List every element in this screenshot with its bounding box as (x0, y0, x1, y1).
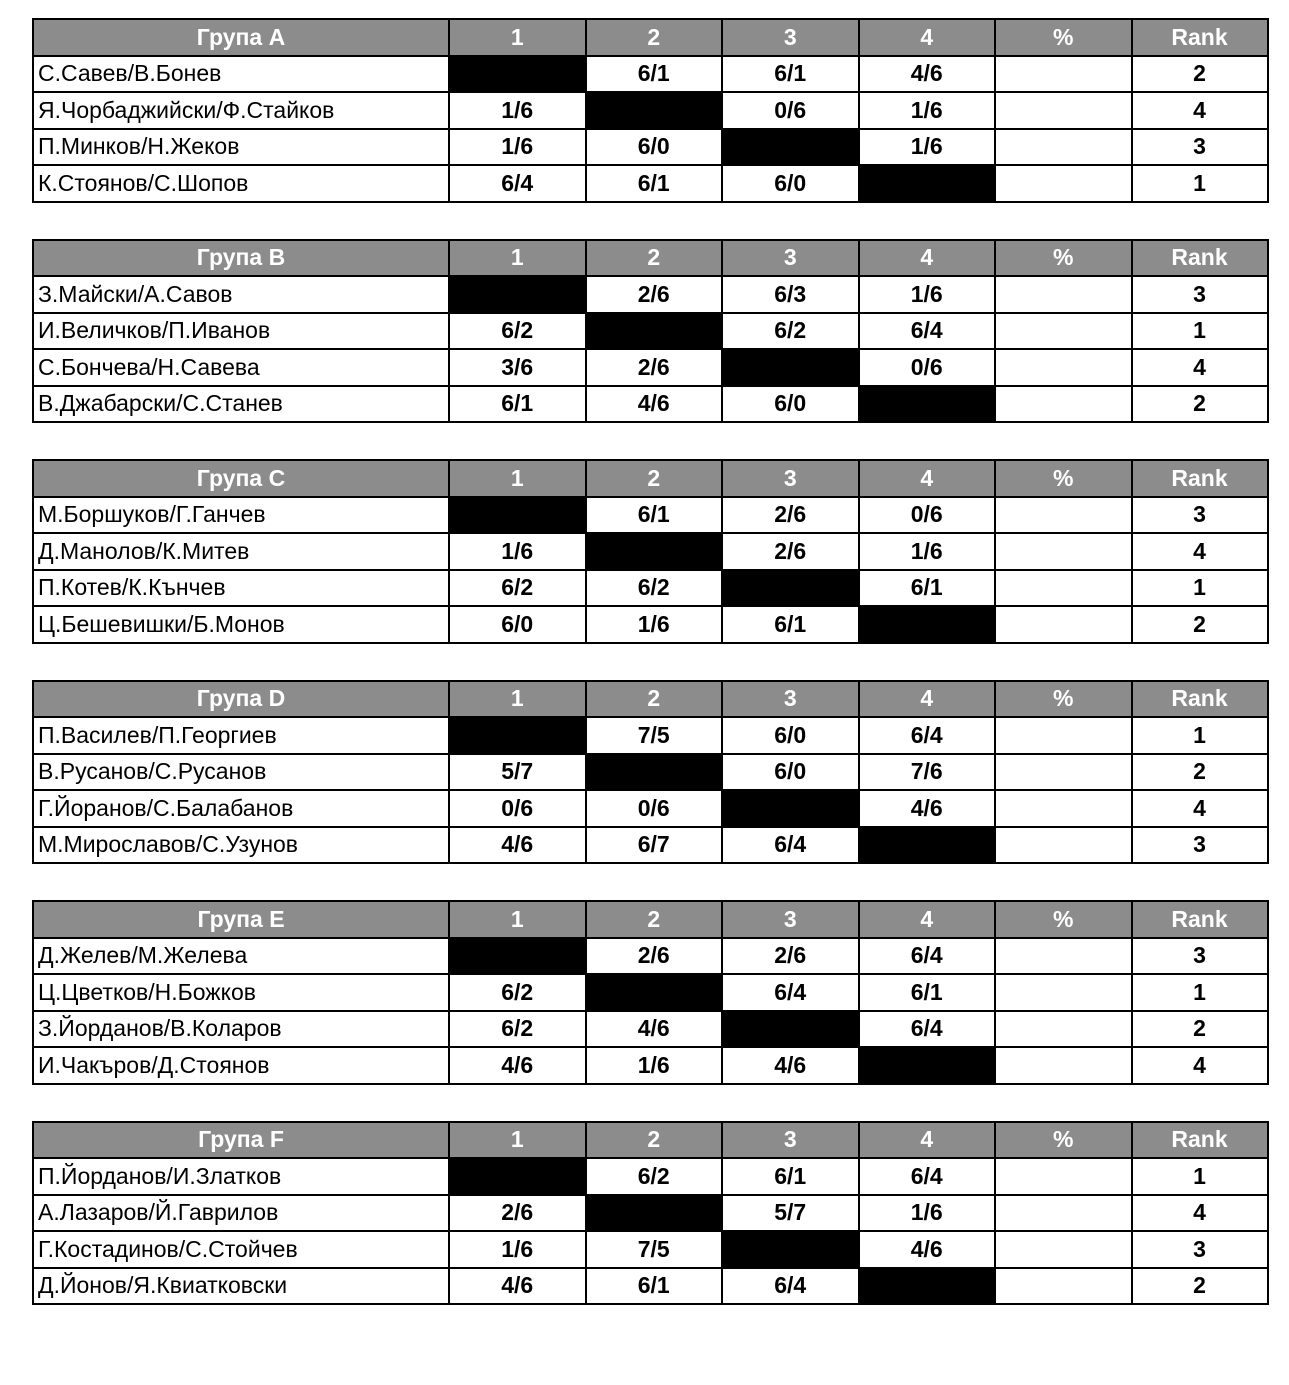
score-cell: 2/6 (722, 497, 859, 534)
score-cell: 4/6 (722, 1047, 859, 1084)
column-header-opponent: 3 (722, 240, 859, 277)
score-cell: 2/6 (722, 533, 859, 570)
percent-cell (995, 165, 1132, 202)
score-cell: 6/2 (722, 313, 859, 350)
score-cell: 4/6 (449, 1047, 586, 1084)
rank-cell: 1 (1132, 313, 1268, 350)
score-cell: 1/6 (859, 276, 996, 313)
table-row (33, 533, 1268, 570)
self-match-cell (586, 1195, 723, 1232)
column-header-opponent: 3 (722, 681, 859, 718)
player-pair-name: Г.Костадинов/С.Стойчев (33, 1231, 449, 1268)
score-cell: 2/6 (586, 938, 723, 975)
score-cell: 1/6 (586, 606, 723, 643)
self-match-cell (859, 1268, 996, 1305)
player-pair-name: Ц.Цветков/Н.Божков (33, 974, 449, 1011)
table-row (33, 938, 1268, 975)
group-header-row (33, 460, 1268, 497)
player-pair-name: М.Мирославов/С.Узунов (33, 827, 449, 864)
score-cell: 0/6 (722, 92, 859, 129)
score-cell: 6/1 (449, 386, 586, 423)
group-header-row (33, 901, 1268, 938)
column-header-rank: Rank (1132, 240, 1268, 277)
rank-cell: 2 (1132, 386, 1268, 423)
self-match-cell (586, 313, 723, 350)
table-row (33, 1195, 1268, 1232)
player-pair-name: П.Йорданов/И.Златков (33, 1158, 449, 1195)
score-cell: 4/6 (859, 56, 996, 93)
score-cell: 0/6 (586, 790, 723, 827)
column-header-opponent: 2 (586, 681, 723, 718)
score-cell: 1/6 (586, 1047, 723, 1084)
player-pair-name: Д.Йонов/Я.Квиатковски (33, 1268, 449, 1305)
group-title: Група А (33, 19, 449, 56)
rank-cell: 1 (1132, 165, 1268, 202)
score-cell: 6/1 (722, 56, 859, 93)
rank-cell: 3 (1132, 1231, 1268, 1268)
percent-cell (995, 1158, 1132, 1195)
score-cell: 1/6 (859, 1195, 996, 1232)
percent-cell (995, 790, 1132, 827)
score-cell: 2/6 (586, 349, 723, 386)
percent-cell (995, 1047, 1132, 1084)
group-table (32, 239, 1269, 424)
rank-cell: 3 (1132, 276, 1268, 313)
score-cell: 6/4 (722, 1268, 859, 1305)
rank-cell: 3 (1132, 497, 1268, 534)
group-title: Група B (33, 240, 449, 277)
column-header-opponent: 2 (586, 19, 723, 56)
score-cell: 2/6 (722, 938, 859, 975)
score-cell: 6/1 (586, 1268, 723, 1305)
table-row (33, 497, 1268, 534)
player-pair-name: Я.Чорбаджийски/Ф.Стайков (33, 92, 449, 129)
rank-cell: 1 (1132, 717, 1268, 754)
score-cell: 7/5 (586, 1231, 723, 1268)
column-header-percent: % (995, 460, 1132, 497)
group-header-row (33, 19, 1268, 56)
score-cell: 6/2 (449, 1011, 586, 1048)
self-match-cell (449, 276, 586, 313)
column-header-opponent: 3 (722, 460, 859, 497)
table-row (33, 1011, 1268, 1048)
score-cell: 6/4 (722, 974, 859, 1011)
score-cell: 6/4 (722, 827, 859, 864)
percent-cell (995, 313, 1132, 350)
self-match-cell (722, 349, 859, 386)
percent-cell (995, 129, 1132, 166)
score-cell: 5/7 (722, 1195, 859, 1232)
table-row (33, 827, 1268, 864)
group-header-row (33, 681, 1268, 718)
player-pair-name: И.Величков/П.Иванов (33, 313, 449, 350)
table-row (33, 386, 1268, 423)
score-cell: 1/6 (449, 129, 586, 166)
table-row (33, 349, 1268, 386)
score-cell: 4/6 (859, 1231, 996, 1268)
player-pair-name: Г.Йоранов/С.Балабанов (33, 790, 449, 827)
column-header-opponent: 4 (859, 240, 996, 277)
group-table (32, 1121, 1269, 1306)
player-pair-name: В.Джабарски/С.Станев (33, 386, 449, 423)
rank-cell: 4 (1132, 349, 1268, 386)
score-cell: 1/6 (859, 92, 996, 129)
player-pair-name: П.Минков/Н.Жеков (33, 129, 449, 166)
group-title: Група C (33, 460, 449, 497)
score-cell: 6/2 (586, 1158, 723, 1195)
table-row (33, 1047, 1268, 1084)
percent-cell (995, 938, 1132, 975)
percent-cell (995, 717, 1132, 754)
self-match-cell (449, 938, 586, 975)
score-cell: 6/1 (586, 56, 723, 93)
column-header-opponent: 1 (449, 460, 586, 497)
score-cell: 4/6 (586, 386, 723, 423)
percent-cell (995, 1268, 1132, 1305)
percent-cell (995, 276, 1132, 313)
percent-cell (995, 1195, 1132, 1232)
score-cell: 6/1 (859, 570, 996, 607)
self-match-cell (859, 606, 996, 643)
rank-cell: 3 (1132, 938, 1268, 975)
rank-cell: 3 (1132, 129, 1268, 166)
score-cell: 6/4 (859, 313, 996, 350)
group-title: Група F (33, 1122, 449, 1159)
score-cell: 6/4 (859, 1011, 996, 1048)
column-header-opponent: 4 (859, 1122, 996, 1159)
table-row (33, 92, 1268, 129)
score-cell: 2/6 (586, 276, 723, 313)
percent-cell (995, 754, 1132, 791)
rank-cell: 3 (1132, 827, 1268, 864)
percent-cell (995, 533, 1132, 570)
score-cell: 6/1 (722, 606, 859, 643)
table-row (33, 56, 1268, 93)
score-cell: 6/2 (449, 313, 586, 350)
score-cell: 6/2 (449, 974, 586, 1011)
table-row (33, 165, 1268, 202)
player-pair-name: В.Русанов/С.Русанов (33, 754, 449, 791)
column-header-opponent: 1 (449, 240, 586, 277)
player-pair-name: З.Йорданов/В.Коларов (33, 1011, 449, 1048)
score-cell: 6/4 (859, 1158, 996, 1195)
score-cell: 6/1 (586, 497, 723, 534)
group-header-row (33, 1122, 1268, 1159)
column-header-percent: % (995, 681, 1132, 718)
score-cell: 3/6 (449, 349, 586, 386)
score-cell: 1/6 (859, 533, 996, 570)
player-pair-name: П.Василев/П.Георгиев (33, 717, 449, 754)
column-header-opponent: 3 (722, 901, 859, 938)
column-header-opponent: 1 (449, 19, 586, 56)
column-header-opponent: 4 (859, 19, 996, 56)
column-header-opponent: 3 (722, 19, 859, 56)
score-cell: 6/2 (449, 570, 586, 607)
rank-cell: 4 (1132, 1047, 1268, 1084)
rank-cell: 2 (1132, 754, 1268, 791)
column-header-opponent: 2 (586, 901, 723, 938)
rank-cell: 4 (1132, 1195, 1268, 1232)
percent-cell (995, 56, 1132, 93)
player-pair-name: Д.Манолов/К.Митев (33, 533, 449, 570)
score-cell: 6/0 (586, 129, 723, 166)
column-header-opponent: 1 (449, 1122, 586, 1159)
player-pair-name: Д.Желев/М.Желева (33, 938, 449, 975)
rank-cell: 2 (1132, 606, 1268, 643)
table-row (33, 754, 1268, 791)
table-row (33, 313, 1268, 350)
player-pair-name: Ц.Бешевишки/Б.Монов (33, 606, 449, 643)
player-pair-name: А.Лазаров/Й.Гаврилов (33, 1195, 449, 1232)
self-match-cell (859, 1047, 996, 1084)
self-match-cell (586, 974, 723, 1011)
self-match-cell (586, 92, 723, 129)
score-cell: 5/7 (449, 754, 586, 791)
score-cell: 6/1 (859, 974, 996, 1011)
column-header-rank: Rank (1132, 901, 1268, 938)
rank-cell: 4 (1132, 533, 1268, 570)
self-match-cell (722, 1231, 859, 1268)
column-header-percent: % (995, 19, 1132, 56)
group-tables (32, 18, 1268, 1341)
score-cell: 0/6 (859, 349, 996, 386)
table-row (33, 1158, 1268, 1195)
score-cell: 4/6 (586, 1011, 723, 1048)
rank-cell: 1 (1132, 974, 1268, 1011)
score-cell: 6/1 (586, 165, 723, 202)
score-cell: 0/6 (449, 790, 586, 827)
table-row (33, 974, 1268, 1011)
percent-cell (995, 974, 1132, 1011)
score-cell: 4/6 (449, 827, 586, 864)
player-pair-name: С.Бончева/Н.Савева (33, 349, 449, 386)
rank-cell: 4 (1132, 92, 1268, 129)
score-cell: 4/6 (859, 790, 996, 827)
percent-cell (995, 92, 1132, 129)
score-cell: 6/2 (586, 570, 723, 607)
group-table (32, 680, 1269, 865)
column-header-opponent: 4 (859, 901, 996, 938)
column-header-opponent: 2 (586, 240, 723, 277)
rank-cell: 2 (1132, 1268, 1268, 1305)
group-title: Група D (33, 681, 449, 718)
score-cell: 1/6 (859, 129, 996, 166)
column-header-rank: Rank (1132, 681, 1268, 718)
self-match-cell (586, 533, 723, 570)
score-cell: 6/0 (449, 606, 586, 643)
score-cell: 6/0 (722, 754, 859, 791)
player-pair-name: К.Стоянов/С.Шопов (33, 165, 449, 202)
column-header-percent: % (995, 901, 1132, 938)
column-header-opponent: 4 (859, 460, 996, 497)
table-row (33, 717, 1268, 754)
column-header-rank: Rank (1132, 1122, 1268, 1159)
group-table (32, 900, 1269, 1085)
self-match-cell (722, 790, 859, 827)
table-row (33, 570, 1268, 607)
score-cell: 6/0 (722, 386, 859, 423)
player-pair-name: С.Савев/В.Бонев (33, 56, 449, 93)
self-match-cell (449, 1158, 586, 1195)
table-row (33, 1268, 1268, 1305)
score-cell: 6/3 (722, 276, 859, 313)
self-match-cell (586, 754, 723, 791)
column-header-rank: Rank (1132, 19, 1268, 56)
player-pair-name: З.Майски/А.Савов (33, 276, 449, 313)
table-row (33, 790, 1268, 827)
column-header-opponent: 2 (586, 1122, 723, 1159)
score-cell: 6/7 (586, 827, 723, 864)
column-header-percent: % (995, 1122, 1132, 1159)
self-match-cell (722, 570, 859, 607)
table-row (33, 606, 1268, 643)
percent-cell (995, 827, 1132, 864)
self-match-cell (449, 717, 586, 754)
score-cell: 1/6 (449, 533, 586, 570)
rank-cell: 1 (1132, 570, 1268, 607)
percent-cell (995, 1231, 1132, 1268)
column-header-percent: % (995, 240, 1132, 277)
score-cell: 7/6 (859, 754, 996, 791)
player-pair-name: П.Котев/К.Кънчев (33, 570, 449, 607)
percent-cell (995, 497, 1132, 534)
table-row (33, 1231, 1268, 1268)
score-cell: 7/5 (586, 717, 723, 754)
column-header-opponent: 1 (449, 901, 586, 938)
percent-cell (995, 349, 1132, 386)
player-pair-name: И.Чакъров/Д.Стоянов (33, 1047, 449, 1084)
self-match-cell (859, 827, 996, 864)
rank-cell: 2 (1132, 1011, 1268, 1048)
score-cell: 1/6 (449, 1231, 586, 1268)
score-cell: 6/0 (722, 717, 859, 754)
player-pair-name: М.Боршуков/Г.Ганчев (33, 497, 449, 534)
rank-cell: 1 (1132, 1158, 1268, 1195)
percent-cell (995, 1011, 1132, 1048)
group-table (32, 18, 1269, 203)
score-cell: 0/6 (859, 497, 996, 534)
self-match-cell (859, 386, 996, 423)
group-table (32, 459, 1269, 644)
percent-cell (995, 570, 1132, 607)
group-title: Група E (33, 901, 449, 938)
column-header-opponent: 4 (859, 681, 996, 718)
column-header-opponent: 1 (449, 681, 586, 718)
group-header-row (33, 240, 1268, 277)
self-match-cell (449, 56, 586, 93)
table-row (33, 129, 1268, 166)
self-match-cell (859, 165, 996, 202)
score-cell: 2/6 (449, 1195, 586, 1232)
self-match-cell (722, 1011, 859, 1048)
score-cell: 4/6 (449, 1268, 586, 1305)
self-match-cell (722, 129, 859, 166)
table-row (33, 276, 1268, 313)
score-cell: 6/1 (722, 1158, 859, 1195)
percent-cell (995, 386, 1132, 423)
score-cell: 6/0 (722, 165, 859, 202)
column-header-opponent: 2 (586, 460, 723, 497)
column-header-opponent: 3 (722, 1122, 859, 1159)
score-cell: 6/4 (449, 165, 586, 202)
score-cell: 6/4 (859, 717, 996, 754)
rank-cell: 2 (1132, 56, 1268, 93)
percent-cell (995, 606, 1132, 643)
rank-cell: 4 (1132, 790, 1268, 827)
score-cell: 6/4 (859, 938, 996, 975)
column-header-rank: Rank (1132, 460, 1268, 497)
self-match-cell (449, 497, 586, 534)
score-cell: 1/6 (449, 92, 586, 129)
